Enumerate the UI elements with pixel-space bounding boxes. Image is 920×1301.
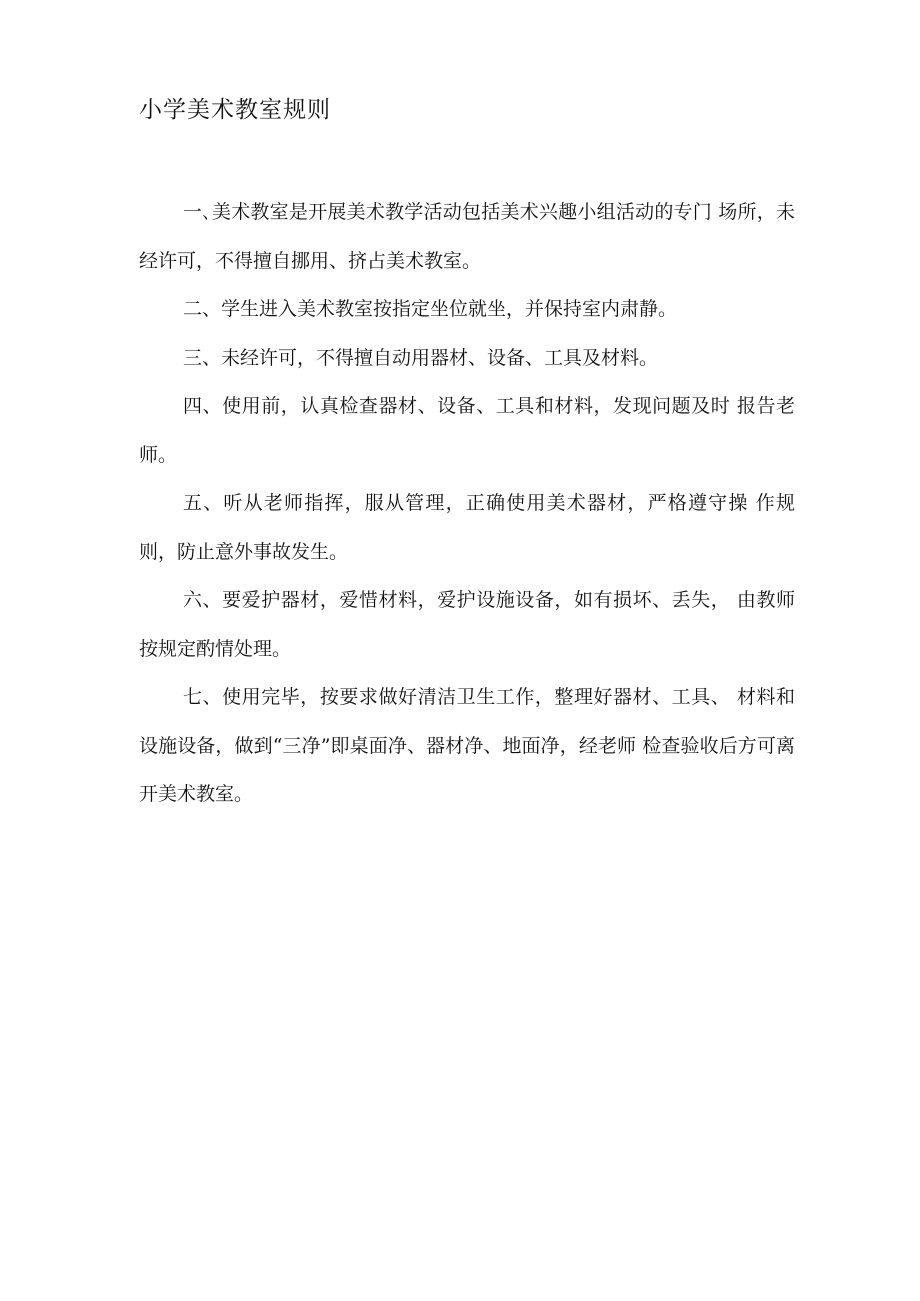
rule-item-4: 四、使用前，认真检查器材、设备、工具和材料，发现问题及时 报告老师。 <box>139 395 795 466</box>
rule-item-5: 五、听从老师指挥，服从管理，正确使用美术器材，严格遵守操 作规则，防止意外事故发生。 <box>139 492 795 563</box>
rule-item-1: 一､美术教室是开展美术教学活动包括美术兴趣小组活动的专门 场所，未经许可，不得擅自挪用、挤占美术教室。 <box>139 201 795 272</box>
rule-item-6: 六、要爱护器材，爱惜材料，爱护设施设备，如有损坏、丢失， 由教师按规定酌情处理。 <box>139 589 795 660</box>
document-title: 小学美术教室规则 <box>139 97 331 123</box>
rules-list <box>139 188 795 819</box>
rule-item-7: 七、使用完毕，按要求做好清洁卫生工作，整理好器材、工具、 材料和设施设备，做到“三净”即桌面净、器材净、地面净，经老师 检查验收后方可离开美术教室。 <box>139 686 795 805</box>
rule-item-2: 二、学生进入美术教室按指定坐位就坐，并保持室内肃静。 <box>183 298 678 320</box>
rule-item-3: 三、未经许可，不得擅自动用器材、设备、工具及材料。 <box>183 346 659 369</box>
